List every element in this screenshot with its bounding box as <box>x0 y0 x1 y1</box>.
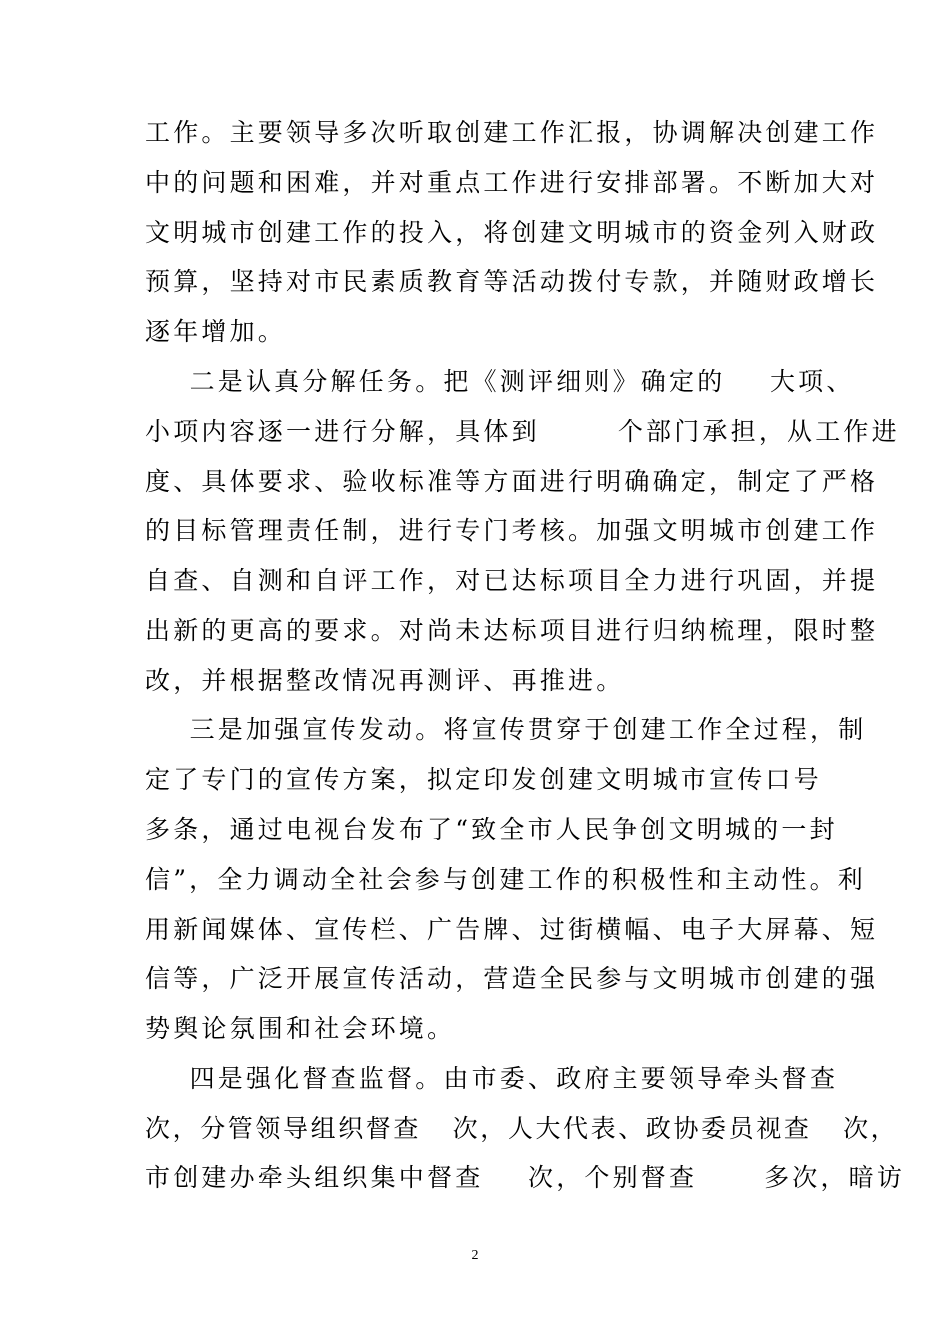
text-line: 定了专门的宣传方案，拟定印发创建文明城市宣传口号 <box>145 765 822 794</box>
text-line: 自查、自测和自评工作，对已达标项目全力进行巩固，并提 <box>145 566 879 595</box>
text-line: 中的问题和困难，并对重点工作进行安排部署。不断加大对 <box>145 168 879 197</box>
text-line: 用新闻媒体、宣传栏、广告牌、过街横幅、电子大屏幕、短 <box>145 915 879 944</box>
paragraph-start-line: 四是强化督查监督。由市委、政府主要领导牵头督查 <box>145 1064 839 1093</box>
text-line: 工作。主要领导多次听取创建工作汇报，协调解决创建工作 <box>145 118 879 147</box>
text-line: 改，并根据整改情况再测评、再推进。 <box>145 666 625 695</box>
text-line: 逐年增加。 <box>145 317 287 346</box>
text-line: 文明城市创建工作的投入，将创建文明城市的资金列入财政 <box>145 218 879 247</box>
paragraph-start-line: 三是加强宣传发动。将宣传贯穿于创建工作全过程，制 <box>145 715 867 744</box>
text-line: 预算，坚持对市民素质教育等活动拨付专款，并随财政增长 <box>145 267 879 296</box>
text-line: 市创建办牵头组织集中督查 次，个别督查 多次，暗访 <box>145 1163 906 1192</box>
text-line: 出新的更高的要求。对尚未达标项目进行归纳梳理，限时整 <box>145 616 879 645</box>
text-line: 信等，广泛开展宣传活动，营造全民参与文明城市创建的强 <box>145 964 879 993</box>
text-line: 小项内容逐一进行分解，具体到 个部门承担，从工作进 <box>145 417 900 446</box>
text-line: 的目标管理责任制，进行专门考核。加强文明城市创建工作 <box>145 516 879 545</box>
text-line: 度、具体要求、验收标准等方面进行明确确定，制定了严格 <box>145 467 879 496</box>
page-number: 2 <box>471 1248 479 1263</box>
text-line: 势舆论氛围和社会环境。 <box>145 1014 456 1043</box>
text-line: 信”，全力调动全社会参与创建工作的积极性和主动性。利 <box>145 865 866 894</box>
text-line: 次，分管领导组织督查 次，人大代表、政协委员视查 次， <box>145 1114 899 1143</box>
paragraph-start-line: 二是认真分解任务。把《测评细则》确定的 大项、 <box>145 367 855 396</box>
text-line: 多条，通过电视台发布了“致全市人民争创文明城的一封 <box>145 815 838 844</box>
